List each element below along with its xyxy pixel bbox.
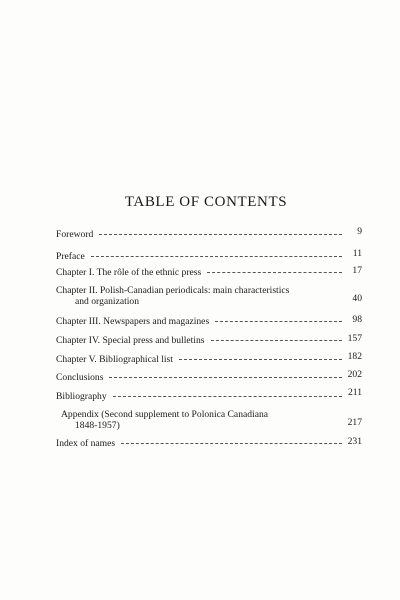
dot-leader [211,340,343,341]
toc-page-number: 11 [352,248,362,259]
dot-leader [215,321,342,322]
toc-page-number: 98 [352,314,362,325]
toc-entry-foreword [56,226,362,240]
toc-entry-chapter-5 [56,351,362,365]
toc-entry-chapter-2 [56,285,362,307]
toc-entry-appendix [56,409,362,431]
toc-entry-title: Foreword [56,229,94,240]
toc-entry-title: Index of names [56,438,116,449]
toc-page-number: 157 [347,333,362,344]
dot-leader [109,377,342,378]
toc-entry-title-line2: and organization [75,296,140,307]
toc-entry-title-line1: Appendix (Second supplement to Polonica Canadiana [61,409,269,420]
toc-entry-title: Bibliography [56,391,107,402]
toc-page-number: 9 [357,226,362,237]
toc-page-number: 202 [347,369,362,380]
toc-entry-preface [56,248,362,262]
dot-leader [99,234,342,235]
toc-entry-conclusions [56,369,362,383]
toc-page-number: 231 [347,436,362,447]
dot-leader [121,443,342,444]
toc-entry-index [56,438,362,449]
toc-page-number: 211 [347,387,362,398]
dot-leader [207,272,342,273]
toc-entry-title-line1: Chapter II. Polish-Canadian periodicals: main characteristics [56,285,290,296]
toc-page-number: 17 [352,265,362,276]
page-title: TABLE OF CONTENTS [124,194,288,210]
toc-entry-chapter-4 [56,335,362,346]
toc-entry-title: Preface [56,251,85,262]
dot-leader [113,396,342,397]
toc-entry-title: Chapter V. Bibliographical list [56,354,173,365]
dot-leader [91,256,342,257]
toc-entry-title: Chapter IV. Special press and bulletins [56,335,205,346]
toc-entry-chapter-3 [56,316,362,327]
dot-leader [179,359,342,360]
toc-entry-bibliography [56,387,362,402]
toc-page-number: 182 [347,351,362,362]
toc-entry-title-line2: 1848-1957) [75,420,120,431]
toc-entry-title: Conclusions [56,372,104,383]
toc-entry-chapter-1 [56,267,362,278]
toc-entry-title: Chapter III. Newspapers and magazines [56,316,210,327]
toc-page-number: 40 [352,293,362,304]
toc-entry-title: Chapter I. The rôle of the ethnic press [56,267,202,278]
toc-page-number: 217 [347,417,362,428]
